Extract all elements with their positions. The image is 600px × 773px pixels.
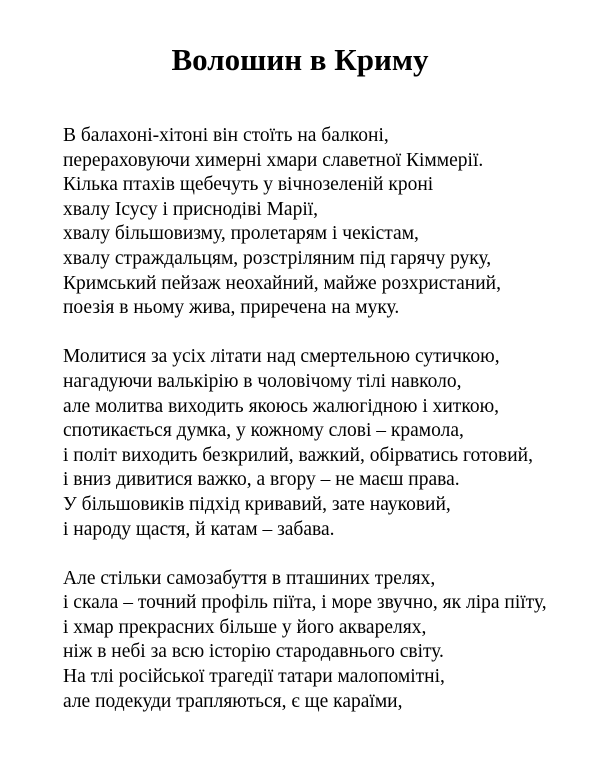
- poem-line: і політ виходить безкрилий, важкий, обірватись готовий,: [63, 444, 533, 466]
- poem-line: хвалу більшовизму, пролетарям і чекістам,: [63, 223, 419, 245]
- stanza-3: [63, 567, 568, 715]
- poem-line: Молитися за усіх літати над смертельною сутичкою,: [63, 346, 500, 368]
- poem-line: але молитва виходить якоюсь жалюгідною і хиткою,: [63, 395, 500, 417]
- poem-line-wrapped: і скала – точний профіль піїта, і море звучно, як ліра піїту,: [63, 592, 547, 614]
- poem-line: але подекуди трапляються, є ще караїми,: [63, 690, 403, 712]
- poem-line: і вниз дивитися важко, а вгору – не маєш права.: [63, 469, 460, 491]
- poem-line: і хмар прекрасних більше у його акварелях,: [63, 616, 427, 638]
- poem-line: спотикається думка, у кожному слові – крамола,: [63, 420, 464, 442]
- poem-line: Кілька птахів щебечуть у вічнозеленій кроні: [63, 174, 434, 196]
- poem-line: ніж в небі за всю історію стародавнього світу.: [63, 641, 444, 663]
- poem-line: поезія в ньому жива, приречена на муку.: [63, 297, 400, 319]
- poem-line: перераховуючи химерні хмари славетної Кіммерії.: [63, 149, 484, 171]
- poem-title: Волошин в Криму: [171, 42, 429, 77]
- stanza-1: [63, 124, 568, 321]
- poem-line: хвалу страждальцям, розстріляним під гарячу руку,: [63, 247, 492, 269]
- poem-line: На тлі російської трагедії татари малопомітні,: [63, 666, 445, 688]
- poem-line: Але стільки самозабуття в пташиних трелях,: [63, 567, 436, 589]
- poem-line: і народу щастя, й катам – забава.: [63, 518, 335, 540]
- poem-body: [63, 124, 568, 739]
- poem-line: У більшовиків підхід кривавий, зате науковий,: [63, 493, 451, 515]
- poem-line: нагадуючи валькірію в чоловічому тілі навколо,: [63, 370, 462, 392]
- poem-line: В балахоні-хітоні він стоїть на балконі,: [63, 125, 389, 146]
- poem-line: Кримський пейзаж неохайний, майже розхристаний,: [63, 272, 501, 294]
- stanza-2: [63, 345, 568, 542]
- poem-line: хвалу Ісусу і приснодіві Марії,: [63, 198, 319, 220]
